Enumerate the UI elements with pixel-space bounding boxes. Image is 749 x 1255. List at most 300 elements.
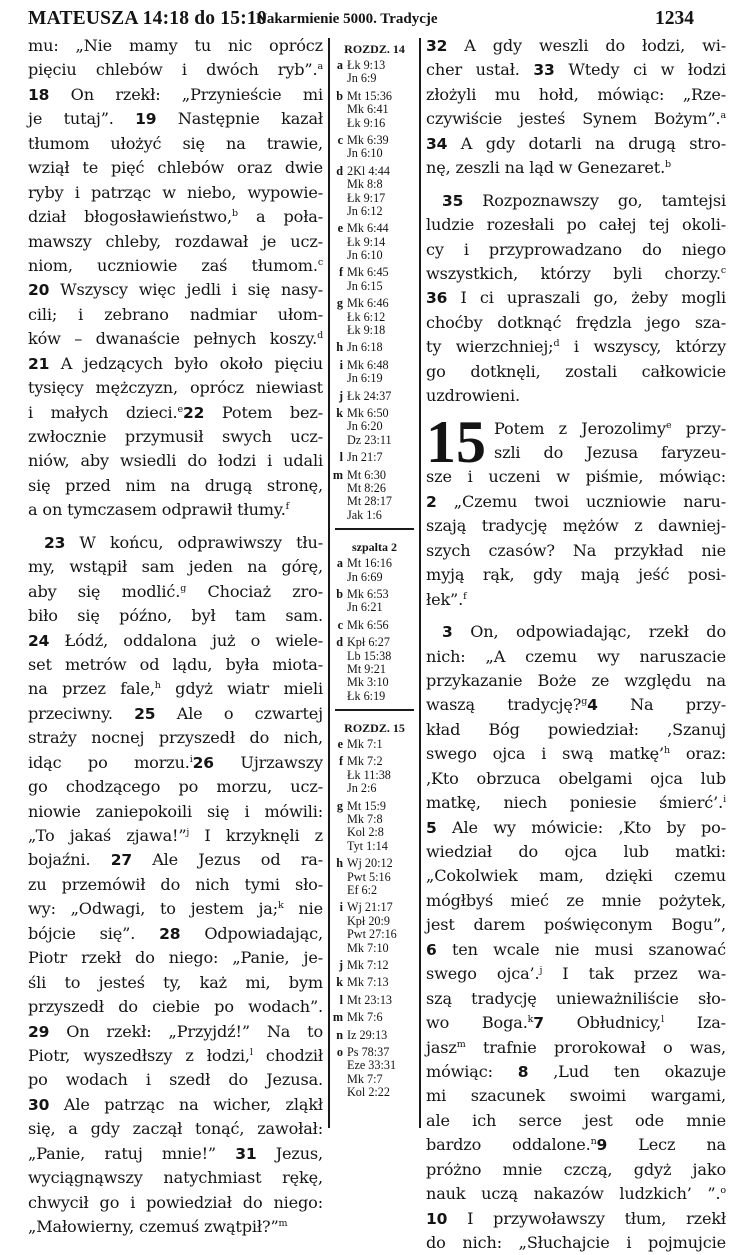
verse-text: przyszedł do ciebie po wodach”. — [28, 997, 323, 1017]
reference-citation: Mk 7:1 — [347, 737, 383, 752]
reference-list — [347, 1046, 418, 1100]
reference-citation: Łk 9:18 — [347, 323, 386, 338]
verse-number: 25 — [134, 704, 156, 723]
verse-text: i wszyscy, którzy — [559, 337, 727, 357]
cross-reference-column — [331, 40, 418, 1104]
reference-list — [347, 636, 418, 703]
verse-text: niom, uczniowie zaś tłumom. — [28, 255, 318, 275]
verse-text: gdyż wiatr mieli — [160, 679, 323, 699]
reference-list — [347, 1011, 418, 1024]
reference-citation: Jn 6:9 — [347, 71, 377, 86]
text-line — [28, 1117, 323, 1141]
reference-key: f — [338, 754, 343, 769]
text-line — [426, 889, 726, 913]
reference-group — [331, 407, 418, 447]
verse-text: Ale o czwartej — [155, 703, 323, 723]
verse-text: Ale wy mówicie: ‚Kto by po- — [436, 817, 726, 837]
reference-citation: Mk 3:10 — [347, 675, 389, 690]
text-line — [28, 1068, 323, 1092]
reference-list — [347, 469, 418, 523]
reference-citation: Tyt 1:14 — [347, 838, 388, 853]
reference-key: n — [336, 1027, 343, 1042]
reference-section-title: ROZDZ. 14 — [344, 42, 405, 56]
reference-citation: Mt 6:30 — [347, 467, 386, 482]
verse-text: ty wierzchniej; — [426, 337, 554, 357]
verse-text: śli to jesteś ty, każ mi, bym — [28, 972, 323, 992]
verse-text: On rzekł: „Przyjdź!” Na to — [49, 1021, 323, 1041]
text-line — [28, 278, 323, 302]
text-line — [426, 311, 726, 335]
text-line — [28, 303, 323, 327]
reference-list — [347, 222, 418, 262]
reference-key: o — [336, 1044, 343, 1059]
verse-text: je tutaj”. — [28, 109, 136, 129]
reference-citation: Mk 6:39 — [347, 132, 389, 147]
reference-citation: Mk 7:13 — [347, 975, 389, 990]
text-line — [28, 449, 323, 473]
text-line — [28, 824, 323, 848]
reference-citation: Kol 2:22 — [347, 1085, 390, 1100]
reference-list — [347, 134, 418, 161]
text-line — [28, 629, 323, 653]
verse-number: 33 — [533, 61, 555, 80]
verse-text: go chodzącego po morzu, ucz- — [28, 777, 323, 797]
reference-citation: Mk 6:50 — [347, 406, 389, 421]
verse-text: chwycił go i powiedział do niego: — [28, 1192, 323, 1212]
verse-text: mawszy chleby, rozdawał je ucz- — [28, 231, 323, 251]
verse-text: tysięcy mężczyzn, oprócz niewiast — [28, 378, 323, 398]
verse-number: 3 — [442, 623, 453, 642]
reference-key: a — [336, 58, 343, 72]
verse-number: 9 — [596, 1136, 608, 1155]
text-line — [426, 1231, 726, 1255]
footnote-marker: m — [456, 1038, 466, 1050]
verse-text: próżno mnie czczą, gdyż jako — [426, 1159, 726, 1179]
verse-text: waszą tradycję? — [426, 695, 582, 715]
reference-list — [347, 407, 418, 447]
verse-number: 35 — [442, 191, 464, 210]
text-line — [426, 360, 726, 384]
verse-text: a poła- — [237, 207, 323, 227]
verse-number: 8 — [517, 1062, 529, 1081]
reference-list — [347, 857, 418, 897]
text-line — [28, 1215, 323, 1239]
text-line — [426, 1109, 726, 1133]
reference-group — [331, 959, 418, 972]
text-line — [28, 775, 323, 799]
verse-text: a on tymczasem odprawił tłumy. — [28, 500, 286, 520]
text-line — [28, 677, 323, 701]
text-line — [28, 58, 323, 82]
reference-citation: Pwt 27:16 — [347, 927, 397, 942]
verse-text: się przed nim na drugą stronę, — [28, 475, 323, 495]
section-separator — [335, 528, 414, 530]
text-line — [426, 816, 726, 840]
text-line — [28, 751, 323, 775]
reference-key: e — [337, 221, 343, 236]
reference-citation: Jn 6:20 — [347, 419, 383, 434]
reference-citation: Mt 15:9 — [347, 798, 386, 813]
reference-citation: Eze 33:31 — [347, 1058, 397, 1073]
reference-citation: Jak 1:6 — [347, 507, 382, 522]
text-line — [426, 987, 726, 1011]
verse-number: 31 — [235, 1144, 257, 1163]
footnote-marker: h — [154, 680, 161, 692]
reference-citation: Mk 7:2 — [347, 754, 383, 769]
verse-text: mówiąc: — [426, 1061, 518, 1081]
reference-citation: Łk 24:37 — [347, 388, 392, 403]
reference-group — [331, 341, 418, 354]
reference-list — [347, 557, 418, 584]
reference-group — [331, 901, 418, 955]
footnote-marker: b — [231, 208, 238, 220]
reference-citation: Mk 6:41 — [347, 102, 389, 117]
verse-text: trafnie prorokował o was, — [465, 1037, 726, 1057]
verse-number: 18 — [28, 85, 50, 104]
reference-group — [331, 451, 418, 464]
verse-text: Piotr rzekł do niego: „Panie, je- — [28, 948, 323, 968]
text-line — [28, 327, 323, 351]
verse-text: matkę, niech poniesie śmierć’. — [426, 793, 724, 813]
reference-citation: Mt 8:26 — [347, 480, 386, 495]
verse-text: „To jakaś zjawa!” — [28, 826, 187, 845]
footnote-marker: g — [581, 696, 588, 708]
reference-citation: Wj 20:12 — [347, 856, 393, 871]
verse-text: I tak przez wa- — [542, 964, 726, 984]
verse-text: do nich: „Słuchajcie i pojmujcie — [426, 1233, 726, 1252]
verse-text: Następnie kazał — [156, 109, 323, 129]
reference-group — [331, 469, 418, 523]
reference-citation: Kpł 6:27 — [347, 635, 390, 650]
reference-citation: Mk 6:53 — [347, 586, 389, 601]
reference-citation: 2Kl 4:44 — [347, 163, 390, 178]
verse-text: szych czasów? Na przykład nie — [426, 540, 726, 560]
running-head-reference: MATEUSZA 14:18 do 15:10 — [28, 8, 267, 29]
section-separator — [335, 709, 414, 711]
reference-group — [331, 222, 418, 262]
text-line — [28, 254, 323, 278]
verse-text: ludzie rozesłali po całej tej okoli- — [426, 215, 726, 235]
verse-number: 22 — [183, 403, 205, 422]
text-line — [28, 498, 323, 522]
text-line — [426, 58, 726, 82]
reference-citation: Mk 7:10 — [347, 940, 389, 955]
verse-text: Na przy- — [597, 695, 726, 715]
reference-key: c — [337, 617, 343, 632]
reference-list — [347, 755, 418, 795]
reference-list — [347, 165, 418, 219]
verse-text: niów, aby wsiedli do łodzi i udali — [28, 451, 323, 471]
verse-text: straży nocnej przyszedł do nich, — [28, 728, 323, 748]
verse-text: kład Bóg powiedział: ‚Szanuj — [426, 719, 726, 739]
verse-text: Potem bez- — [204, 402, 323, 422]
paragraph-gap — [28, 523, 323, 531]
text-line — [426, 962, 726, 986]
text-line — [28, 946, 323, 970]
reference-key: j — [338, 957, 343, 972]
reference-list — [347, 619, 418, 632]
text-line — [426, 238, 726, 262]
text-line — [28, 132, 323, 156]
text-line — [426, 335, 726, 359]
text-line — [28, 1191, 323, 1215]
text-line — [426, 1084, 726, 1108]
verse-text: cy i przyprowadzano do niego — [426, 239, 726, 259]
text-line — [28, 1044, 323, 1068]
text-line — [426, 132, 726, 156]
text-line — [28, 1020, 323, 1044]
chapter-number: 15 — [426, 408, 486, 475]
verse-text: swego ojca i swą matkę’ — [426, 744, 665, 764]
text-line — [28, 376, 323, 400]
verse-text: „Panie, ratuj mnie!” — [28, 1143, 236, 1163]
reference-citation: Jn 6:10 — [347, 248, 383, 263]
verse-text: łek”. — [426, 589, 464, 609]
reference-citation: Jn 6:10 — [347, 146, 383, 161]
text-line — [28, 800, 323, 824]
verse-number: 36 — [426, 289, 448, 308]
verse-text: ryby i patrząc w niebo, wypowie- — [28, 182, 323, 202]
text-line — [426, 864, 726, 888]
reference-key: g — [336, 296, 343, 311]
reference-key: c — [337, 132, 343, 147]
footnote-marker: e — [177, 403, 183, 415]
reference-group — [331, 1046, 418, 1100]
verse-number: 6 — [426, 940, 437, 959]
reference-citation: Mk 6:48 — [347, 357, 389, 372]
footnote-marker: j — [539, 965, 543, 977]
footnote-marker: l — [249, 1046, 253, 1058]
footnote-marker: l — [661, 1014, 664, 1026]
reference-group — [331, 359, 418, 386]
verse-number: 5 — [426, 818, 437, 837]
text-line — [28, 34, 323, 58]
verse-text: wy: „Odwagi, to jestem ja; — [28, 899, 279, 919]
text-line — [28, 352, 323, 376]
verse-text: set metrów od lądu, była miota- — [28, 654, 323, 674]
reference-citation: Łk 6:19 — [347, 688, 386, 703]
reference-citation: Ef 6:2 — [347, 883, 378, 897]
reference-list — [347, 800, 418, 854]
verse-text: A jedzących było około pięciu — [49, 353, 323, 373]
verse-text: On rzekł: „Przynieście mi — [49, 84, 323, 104]
text-line — [28, 995, 323, 1019]
footnote-marker: j — [186, 827, 190, 838]
text-line — [28, 474, 323, 498]
text-line — [28, 726, 323, 750]
reference-list — [347, 959, 418, 972]
reference-group — [331, 90, 418, 130]
text-line — [426, 718, 726, 742]
verse-text: nauk uczą nakazów ludzkich’ ”. — [426, 1184, 721, 1204]
text-line — [426, 1207, 726, 1231]
verse-number: 23 — [44, 533, 66, 552]
verse-text: bójcie się”. — [28, 923, 160, 943]
reference-citation: Mk 6:45 — [347, 265, 389, 280]
verse-text: myją rąk, gdy mają jeść posi- — [426, 565, 726, 585]
reference-key: m — [332, 467, 343, 482]
verse-text: bardzo oddalone. — [426, 1135, 591, 1155]
reference-citation: Mk 8:8 — [347, 177, 383, 192]
verse-text: „Małowierny, czemuś zwątpił?” — [28, 1217, 279, 1236]
reference-list — [347, 994, 418, 1007]
verse-number: 28 — [159, 924, 181, 943]
column-divider — [328, 38, 330, 1128]
verse-text: go dotknęli, zostali całkowicie — [426, 361, 726, 381]
reference-key: d — [336, 635, 343, 650]
verse-text: przeciwny. — [28, 703, 135, 723]
verse-text: jest darem poświęconym Bogu”, — [426, 915, 726, 935]
verse-text: szą tradycję unieważniliście sło- — [426, 988, 726, 1008]
text-line — [426, 1158, 726, 1182]
verse-text: Potem z Jerozolimy — [494, 418, 666, 438]
text-line — [28, 181, 323, 205]
verse-text: ‚Lud ten okazuje — [528, 1061, 726, 1081]
reference-group — [331, 976, 418, 989]
verse-text: Piotr, wyszedłszy z łodzi, — [28, 1045, 250, 1065]
footnote-marker: c — [720, 264, 726, 276]
reference-citation: Mk 7:6 — [347, 1010, 383, 1025]
verse-text: na przez fale, — [28, 679, 155, 699]
text-line — [28, 897, 323, 921]
reference-key: g — [336, 798, 343, 813]
text-line — [28, 873, 323, 897]
verse-text: I krzyknęli z — [189, 826, 323, 845]
reference-key: i — [339, 900, 343, 915]
text-line — [426, 83, 726, 107]
verse-text: ale ich serce jest ode mnie — [426, 1110, 726, 1130]
text-line — [426, 588, 726, 612]
reference-group — [331, 59, 418, 86]
footnote-marker: k — [278, 900, 284, 912]
reference-citation: Jn 6:69 — [347, 569, 383, 584]
verse-text: Chociaż zro- — [186, 581, 324, 601]
reference-group — [331, 390, 418, 403]
reference-key: j — [338, 388, 343, 403]
verse-text: Wtedy ci w łodzi — [554, 60, 726, 80]
reference-citation: Mk 6:56 — [347, 617, 389, 632]
verse-number: 2 — [426, 492, 437, 511]
text-column-left — [28, 34, 323, 1239]
paragraph-gap — [426, 181, 726, 189]
reference-citation: Łk 9:13 — [347, 58, 386, 72]
verse-text: Ale Jezus od ra- — [131, 850, 323, 870]
text-line — [28, 848, 323, 872]
verse-text: Lecz na — [607, 1135, 726, 1155]
reference-citation: Jn 6:12 — [347, 203, 383, 218]
reference-citation: Łk 11:38 — [347, 767, 391, 782]
verse-number: 30 — [28, 1095, 50, 1114]
verse-number: 27 — [110, 851, 132, 870]
text-line — [28, 653, 323, 677]
reference-citation: Łk 9:17 — [347, 190, 386, 205]
text-line — [426, 767, 726, 791]
verse-text: mu: „Nie mamy tu nic oprócz — [28, 36, 323, 55]
reference-key: b — [336, 88, 343, 103]
verse-text: W końcu, odprawiwszy tłu- — [65, 532, 323, 552]
verse-text: I przywoławszy tłum, rzekł — [447, 1208, 726, 1228]
reference-citation: Iz 29:13 — [347, 1027, 388, 1042]
verse-text: Ujrzawszy — [213, 752, 323, 772]
reference-key: d — [336, 163, 343, 178]
footnote-marker: f — [463, 590, 467, 602]
verse-text: „Czemu twoi uczniowie naru- — [436, 491, 726, 511]
text-line — [426, 1133, 726, 1157]
verse-text: Łódź, oddalona już o wiele- — [49, 630, 323, 650]
reference-citation: Pwt 5:16 — [347, 869, 391, 884]
verse-text: Iza- — [663, 1013, 726, 1033]
reference-citation: Mk 7:8 — [347, 812, 383, 827]
verse-text: pięciu chlebów i dwóch ryb”. — [28, 60, 318, 80]
reference-key: h — [336, 340, 343, 355]
reference-key: k — [336, 975, 343, 990]
footnote-marker: e — [665, 419, 672, 431]
reference-key: m — [332, 1010, 343, 1025]
verse-text: jasz — [426, 1037, 457, 1057]
verse-text: wo Boga. — [426, 1013, 528, 1033]
verse-number: 32 — [426, 37, 448, 55]
reference-key: f — [338, 265, 343, 280]
verse-text: przy- — [671, 418, 726, 438]
text-line — [28, 971, 323, 995]
verse-text: biło się późno, był tam sam. — [28, 606, 323, 626]
footnote-marker: a — [317, 61, 323, 73]
reference-group — [331, 619, 418, 632]
reference-section-title: szpalta 2 — [352, 540, 397, 555]
reference-list — [347, 738, 418, 751]
verse-text: wiedział do ojca lub matki: — [426, 842, 726, 861]
verse-text: się, a gdy zaczął tonąć, zawołał: — [28, 1119, 323, 1139]
reference-key: b — [336, 586, 343, 601]
reference-citation: Jn 6:19 — [347, 371, 383, 386]
reference-list — [347, 588, 418, 615]
text-line — [426, 107, 726, 131]
verse-text: choćby dotknąć frędzla jego sza- — [426, 312, 726, 332]
page-header — [0, 0, 749, 34]
verse-text: nie — [283, 899, 323, 919]
verse-number: 10 — [426, 1209, 448, 1228]
footnote-marker: f — [285, 501, 290, 513]
reference-citation: Mt 16:16 — [347, 556, 393, 571]
reference-citation: Mk 7:7 — [347, 1071, 383, 1086]
reference-group — [331, 266, 418, 293]
verse-text: uzdrowieni. — [426, 386, 520, 406]
verse-text: cher ustał. — [426, 60, 534, 80]
text-line — [28, 555, 323, 579]
verse-text: niowie zaniepokoili się i mówili: — [28, 801, 323, 821]
reference-key: l — [339, 450, 343, 465]
text-line — [426, 384, 726, 408]
reference-citation: Dz 23:11 — [347, 432, 392, 447]
text-line — [426, 840, 726, 864]
verse-text: wyciągnąwszy natychmiast rękę, — [28, 1168, 323, 1188]
reference-citation: Jn 6:21 — [347, 600, 383, 615]
verse-text: mógłbyś mieć ze mnie pożytek, — [426, 890, 726, 910]
footnote-marker: b — [665, 159, 671, 171]
text-line — [426, 34, 726, 58]
verse-text: po wodach i szedł do Jezusa. — [28, 1070, 323, 1090]
verse-text: oraz: — [669, 744, 726, 764]
verse-text: wziął te pięć chlebów oraz dwie — [28, 158, 323, 178]
verse-text: idąc po morzu. — [28, 752, 190, 772]
text-line — [426, 563, 726, 587]
text-line — [426, 791, 726, 815]
verse-text: swego ojca’. — [426, 964, 540, 984]
text-line — [28, 604, 323, 628]
verse-text: przykazanie Boże ze względu na — [426, 670, 726, 690]
verse-text: Jezus, — [256, 1143, 323, 1163]
paragraph-gap — [426, 612, 726, 620]
